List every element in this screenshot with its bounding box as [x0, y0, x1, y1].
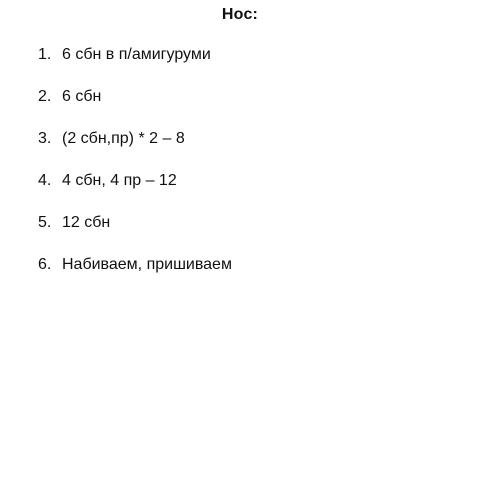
step-text: (2 сбн,пр) * 2 – 8 [62, 130, 185, 147]
list-item-step-2 [38, 87, 232, 107]
step-text: 6 сбн [62, 88, 102, 105]
steps-list [38, 45, 232, 297]
list-item-step-6 [38, 255, 232, 275]
step-text: 4 сбн, 4 пр – 12 [62, 172, 177, 189]
step-number: 5. [38, 214, 52, 231]
step-text: 6 сбн в п/амигуруми [62, 46, 211, 63]
list-item-step-3 [38, 129, 232, 149]
step-number: 6. [38, 256, 52, 273]
step-number: 1. [38, 46, 52, 63]
page-title: Нос: [221, 6, 259, 23]
list-item-step-4 [38, 171, 232, 191]
step-number: 2. [38, 88, 52, 105]
step-text: 12 сбн [62, 214, 111, 231]
list-item-step-5 [38, 213, 232, 233]
step-number: 3. [38, 130, 52, 147]
step-number: 4. [38, 172, 52, 189]
step-text: Набиваем, пришиваем [62, 256, 232, 273]
list-item-step-1 [38, 45, 232, 65]
